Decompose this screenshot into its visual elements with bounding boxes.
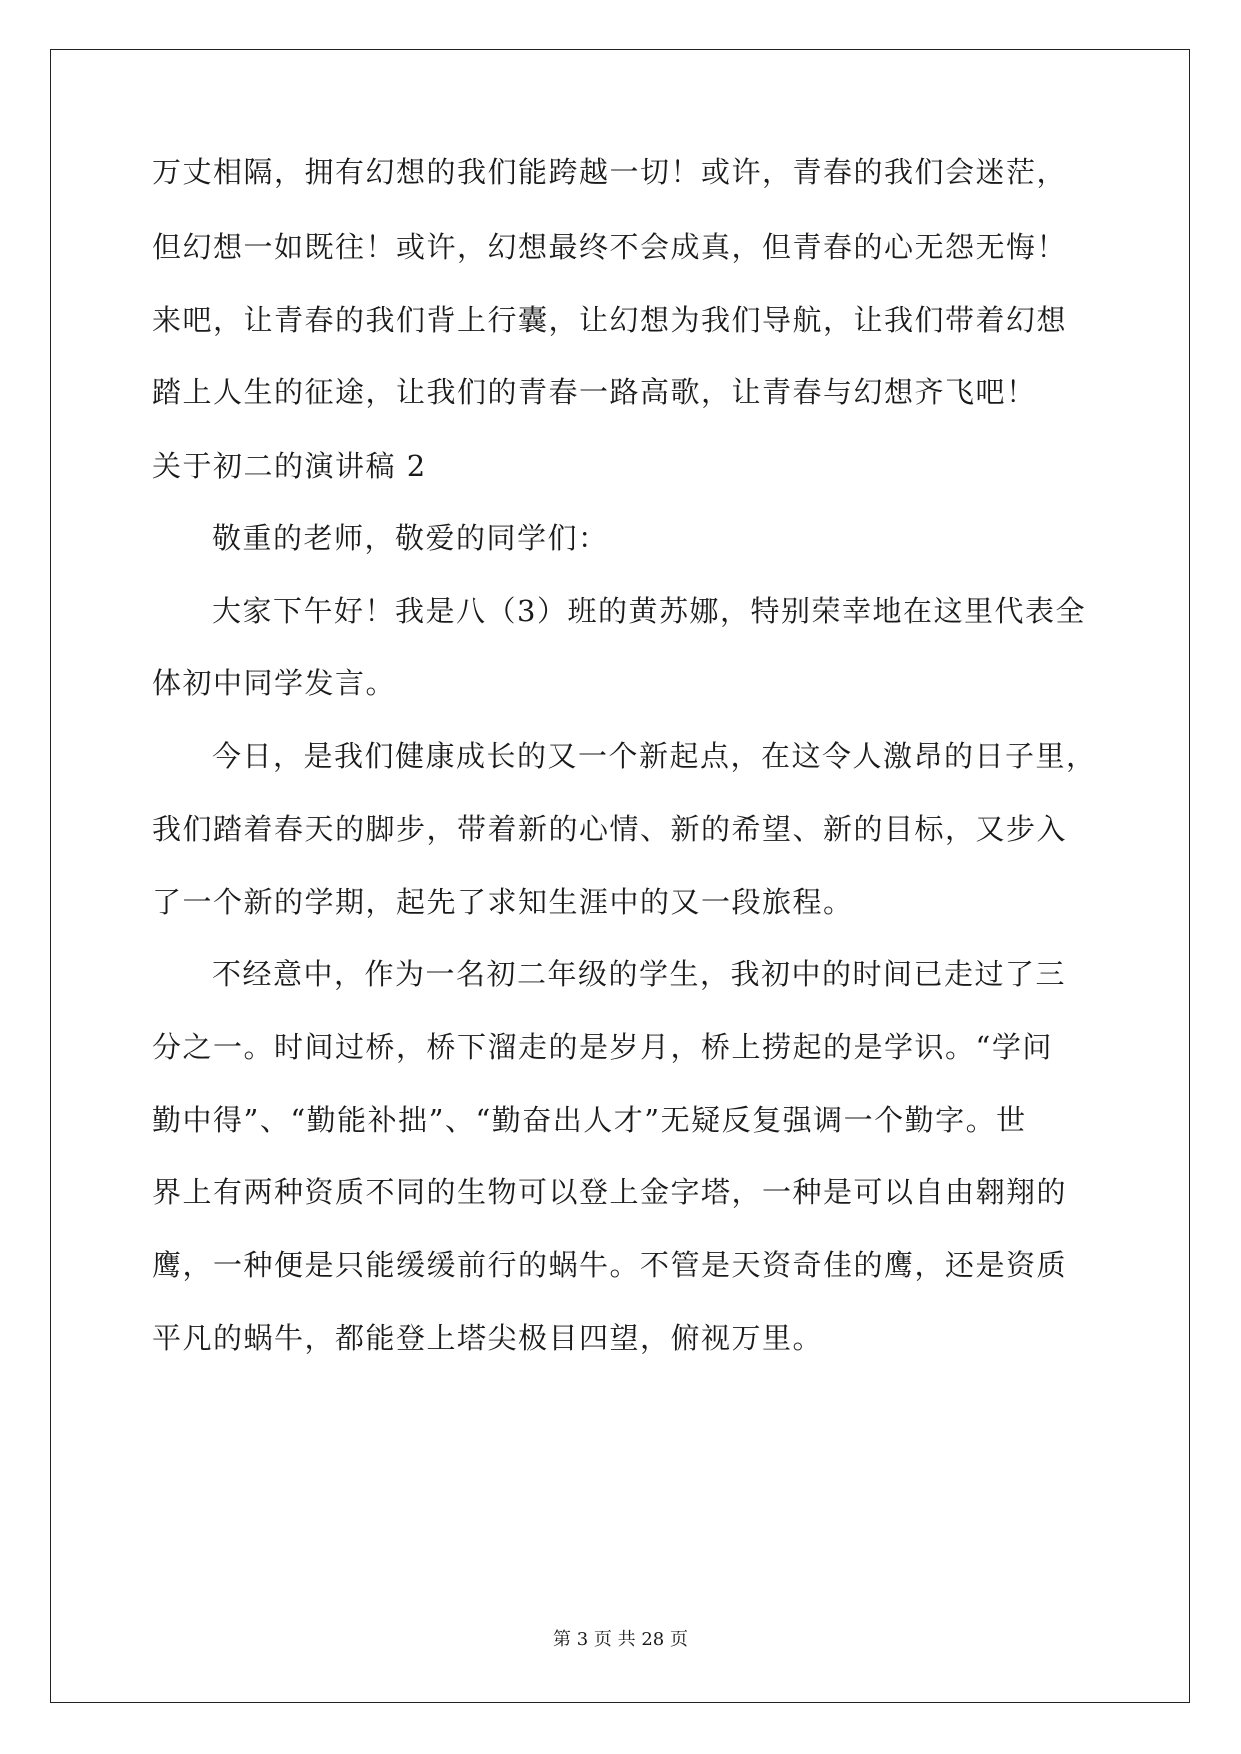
- paragraph-first-line: 今日，是我们健康成长的又一个新起点，在这令人激昂的日子里，: [212, 739, 1097, 773]
- text-line: 鹰，一种便是只能缓缓前行的蜗牛。不管是天资奇佳的鹰，还是资质: [152, 1248, 1068, 1282]
- text-line: 体初中同学发言。: [152, 666, 397, 700]
- page-number-footer: 第 3 页 共 28 页: [553, 1629, 688, 1650]
- section-heading: 关于初二的演讲稿 2: [152, 449, 427, 483]
- text-line: 踏上人生的征途，让我们的青春一路高歌，让青春与幻想齐飞吧！: [152, 375, 1037, 409]
- text-line: 我们踏着春天的脚步，带着新的心情、新的希望、新的目标，又步入: [152, 812, 1068, 846]
- text-line: 来吧，让青春的我们背上行囊，让幻想为我们导航，让我们带着幻想: [152, 303, 1068, 337]
- text-line: 界上有两种资质不同的生物可以登上金字塔，一种是可以自由翱翔的: [152, 1175, 1068, 1209]
- text-line: 分之一。时间过桥，桥下溜走的是岁月，桥上捞起的是学识。“学问: [152, 1030, 1053, 1064]
- text-line: 但幻想一如既往！或许，幻想最终不会成真，但青春的心无怨无悔！: [152, 230, 1068, 264]
- paragraph-first-line: 大家下午好！我是八（3）班的黄苏娜，特别荣幸地在这里代表全: [212, 594, 1086, 628]
- text-line: 勤中得”、“勤能补拙”、“勤奋出人才”无疑反复强调一个勤字。世: [152, 1103, 1027, 1137]
- text-line: 了一个新的学期，起先了求知生涯中的又一段旅程。: [152, 885, 854, 919]
- paragraph-first-line: 不经意中，作为一名初二年级的学生，我初中的时间已走过了三: [212, 957, 1067, 991]
- text-line: 平凡的蜗牛，都能登上塔尖极目四望，俯视万里。: [152, 1321, 824, 1355]
- page-border: [50, 49, 1190, 1703]
- salutation-line: 敬重的老师，敬爱的同学们：: [212, 521, 609, 555]
- text-line: 万丈相隔，拥有幻想的我们能跨越一切！或许，青春的我们会迷茫，: [152, 155, 1068, 189]
